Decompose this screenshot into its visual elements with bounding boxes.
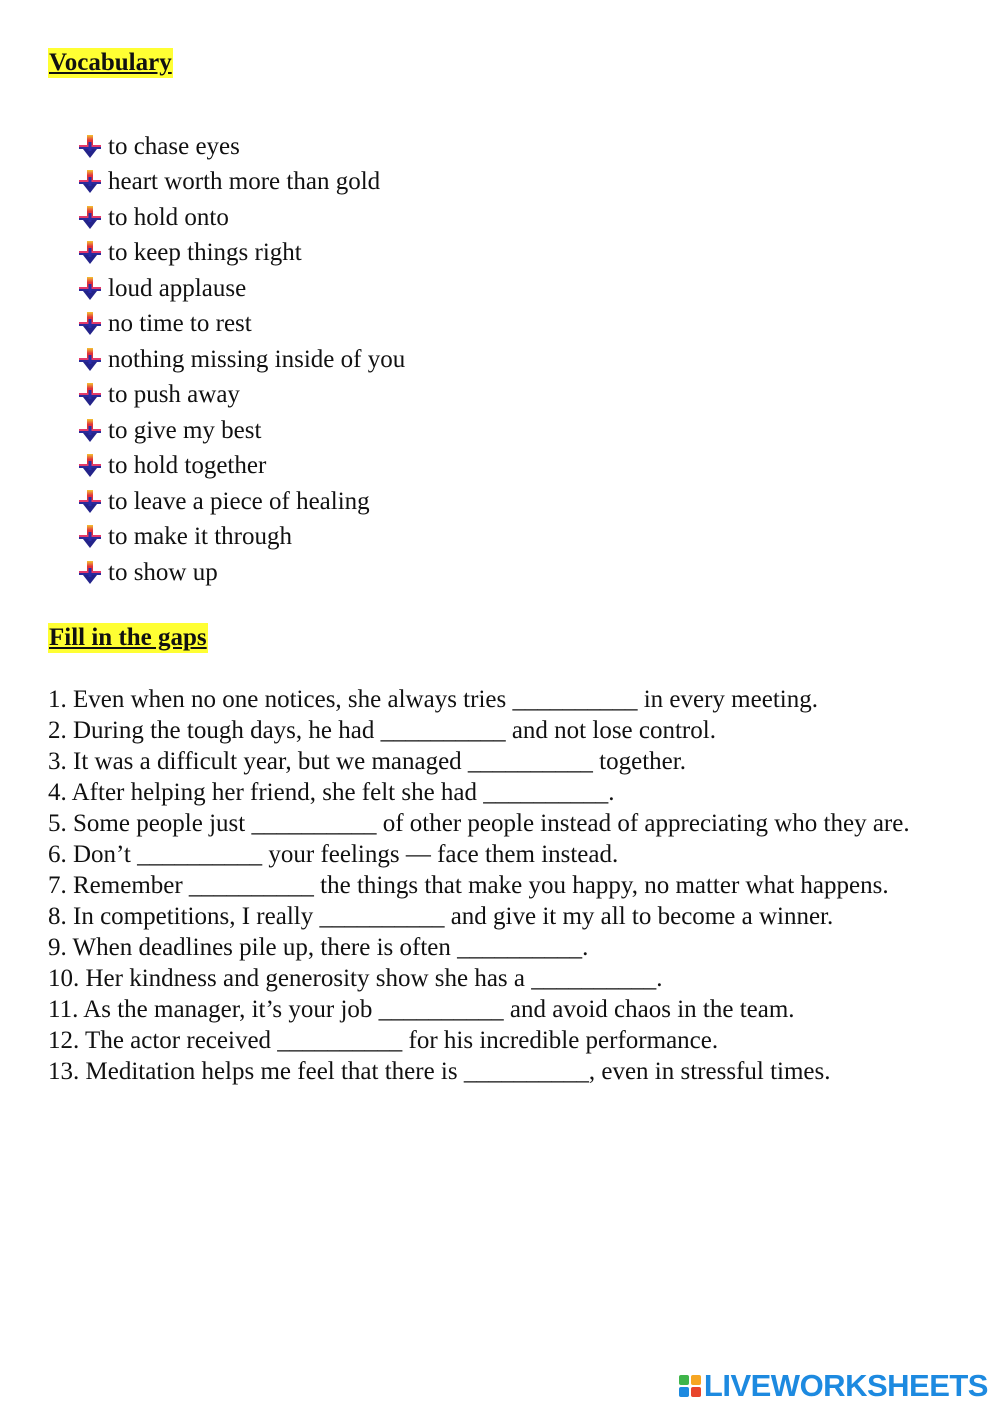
vocabulary-item (78, 484, 405, 520)
vocabulary-item (78, 236, 405, 272)
logo-text: LIVEWORKSHEETS (703, 1368, 988, 1403)
liveworksheets-logo (679, 1368, 988, 1404)
vocabulary-item-text: to chase eyes (108, 132, 240, 160)
arrow-down-bullet-icon (78, 169, 102, 195)
vocabulary-item (78, 555, 405, 591)
gap-sentence: 6. Don’t __________ your feelings — face them instead. (48, 841, 619, 868)
vocabulary-item-text: to keep things right (108, 239, 302, 267)
liveworksheets-logo-icon (679, 1375, 701, 1397)
vocabulary-item-text: loud applause (108, 274, 247, 302)
vocabulary-item-text: to show up (108, 558, 218, 586)
vocabulary-item (78, 307, 405, 343)
gap-sentence: 12. The actor received __________ for his incredible performance. (48, 1027, 719, 1054)
fill-in-gaps-heading: Fill in the gaps (49, 624, 207, 651)
gap-sentence: 10. Her kindness and generosity show she has a __________. (48, 965, 663, 992)
gap-sentence: 3. It was a difficult year, but we managed __________ together. (48, 748, 686, 775)
arrow-down-bullet-icon (78, 311, 102, 337)
vocabulary-item (78, 200, 405, 236)
vocabulary-heading: Vocabulary (49, 49, 172, 76)
vocabulary-item-text: to give my best (108, 416, 262, 444)
arrow-down-bullet-icon (78, 134, 102, 160)
arrow-down-bullet-icon (78, 205, 102, 231)
gap-sentence: 2. During the tough days, he had __________ and not lose control. (48, 717, 716, 744)
gap-sentence: 7. Remember __________ the things that make you happy, no matter what happens. (48, 872, 889, 899)
arrow-down-bullet-icon (78, 347, 102, 373)
arrow-down-bullet-icon (78, 240, 102, 266)
vocabulary-list (78, 129, 405, 591)
gap-sentence: 9. When deadlines pile up, there is often __________. (48, 934, 589, 961)
gap-sentence: 13. Meditation helps me feel that there is __________, even in stressful times. (48, 1058, 831, 1085)
vocabulary-item-text: to leave a piece of healing (108, 487, 370, 515)
vocabulary-item-text: to make it through (108, 523, 292, 551)
gap-sentence: 11. As the manager, it’s your job __________ and avoid chaos in the team. (48, 996, 795, 1023)
vocabulary-item (78, 271, 405, 307)
gap-sentence: 8. In competitions, I really __________ and give it my all to become a winner. (48, 903, 834, 930)
vocabulary-item-text: to push away (108, 381, 240, 409)
vocabulary-item (78, 449, 405, 485)
arrow-down-bullet-icon (78, 453, 102, 479)
vocabulary-item (78, 165, 405, 201)
vocabulary-item (78, 129, 405, 165)
vocabulary-item (78, 378, 405, 414)
arrow-down-bullet-icon (78, 560, 102, 586)
gap-sentences-list (48, 684, 948, 1087)
vocabulary-item (78, 520, 405, 556)
vocabulary-item-text: to hold onto (108, 203, 229, 231)
arrow-down-bullet-icon (78, 418, 102, 444)
arrow-down-bullet-icon (78, 276, 102, 302)
arrow-down-bullet-icon (78, 489, 102, 515)
gap-sentence: 4. After helping her friend, she felt she had __________. (48, 779, 615, 806)
arrow-down-bullet-icon (78, 524, 102, 550)
vocabulary-item (78, 342, 405, 378)
gap-sentence: 1. Even when no one notices, she always tries __________ in every meeting. (48, 686, 818, 713)
arrow-down-bullet-icon (78, 382, 102, 408)
gap-sentence: 5. Some people just __________ of other people instead of appreciating who they are. (48, 810, 910, 837)
vocabulary-item (78, 413, 405, 449)
vocabulary-item-text: no time to rest (108, 310, 252, 338)
vocabulary-item-text: nothing missing inside of you (108, 345, 406, 373)
vocabulary-item-text: heart worth more than gold (108, 168, 381, 196)
vocabulary-item-text: to hold together (108, 452, 267, 480)
